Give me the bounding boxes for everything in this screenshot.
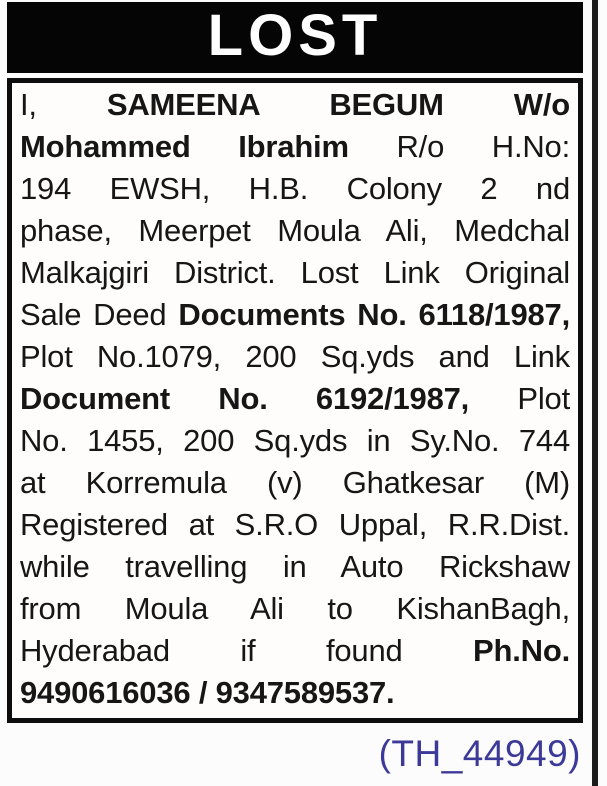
ad-body-line — [20, 294, 570, 336]
lost-ad-title: LOST — [207, 2, 383, 68]
ad-text-segment: Malkajgiri District. Lost Link Original — [20, 255, 570, 290]
ad-text-segment: No. 1455, 200 Sq.yds in Sy.No. 744 — [20, 423, 570, 458]
ad-text-segment: Plot — [517, 381, 570, 416]
ad-text-bold-segment: 9490616036 / 9347589537. — [20, 675, 395, 710]
lost-ad-header-bar — [7, 2, 583, 73]
ad-body-line — [20, 630, 570, 672]
ad-body-line — [20, 378, 570, 420]
ad-body-line — [20, 420, 570, 462]
ad-body-line — [20, 126, 570, 168]
ad-body-text — [20, 84, 570, 714]
ad-text-segment: while travelling in Auto Rickshaw — [20, 549, 570, 584]
ad-body-line — [20, 546, 570, 588]
ad-text-segment: from Moula Ali to KishanBagh, — [20, 591, 570, 626]
ad-text-segment: phase, Meerpet Moula Ali, Medchal — [20, 213, 570, 248]
ad-text-bold-segment: Ph.No. — [473, 633, 570, 668]
ad-text-bold-segment: Documents No. 6118/1987, — [178, 297, 570, 332]
ad-text-bold-segment: SAMEENA BEGUM W/o — [106, 87, 570, 122]
ad-text-segment: Sale Deed — [20, 297, 179, 332]
ad-text-segment: 194 EWSH, H.B. Colony 2 nd — [20, 171, 570, 206]
ad-body-line — [20, 672, 570, 714]
ad-text-segment: Registered at S.R.O Uppal, R.R.Dist. — [20, 507, 570, 542]
ad-body-line — [20, 252, 570, 294]
ad-body-line — [20, 588, 570, 630]
ad-text-segment: I, — [20, 87, 107, 122]
ad-body-line — [20, 84, 570, 126]
ad-text-bold-segment: Document No. 6192/1987, — [20, 381, 518, 416]
ad-text-bold-segment: Mohammed Ibrahim — [20, 129, 397, 164]
ad-reference-code: (TH_44949) — [378, 733, 581, 774]
ad-body-line — [20, 168, 570, 210]
ad-body-line — [20, 336, 570, 378]
ad-body-line — [20, 504, 570, 546]
newspaper-column-rule — [592, 0, 598, 786]
ad-body-line — [20, 210, 570, 252]
ad-text-segment: R/o H.No: — [396, 129, 570, 164]
ad-text-segment: Hyderabad if found — [20, 633, 474, 668]
ad-body-line — [20, 462, 570, 504]
ad-text-segment: at Korremula (v) Ghatkesar (M) — [20, 465, 570, 500]
lost-ad-body-box — [7, 78, 583, 723]
ad-text-segment: Plot No.1079, 200 Sq.yds and Link — [20, 339, 570, 374]
